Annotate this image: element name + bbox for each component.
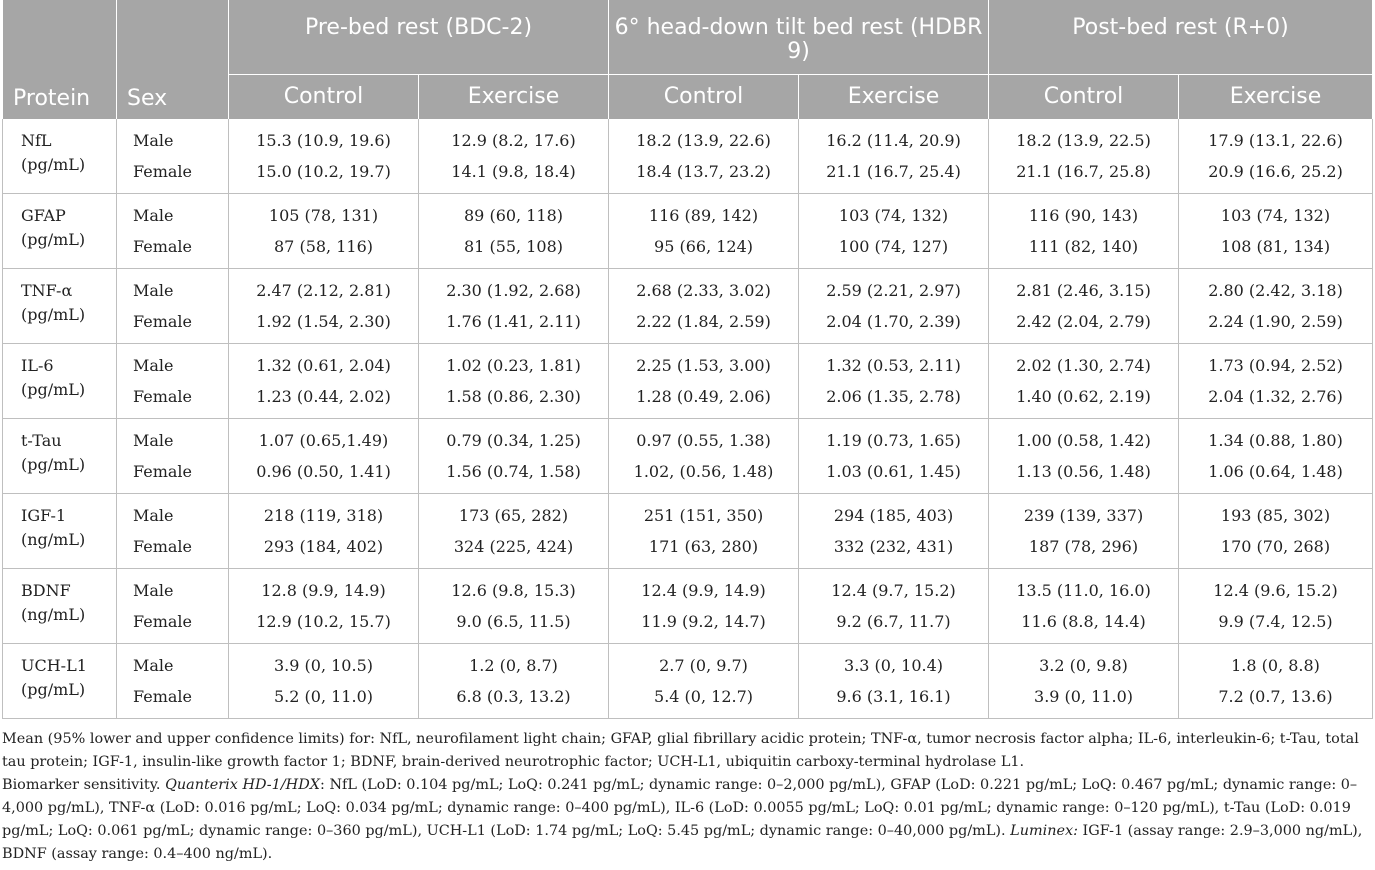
protein-cell-line1: GFAP: [21, 206, 66, 225]
value-cell-line1: 294 (185, 403): [833, 506, 954, 525]
value-cell-line1: 1.32 (0.61, 2.04): [256, 356, 391, 375]
table-row: [3, 119, 1373, 194]
value-cell-line2: 9.9 (7.4, 12.5): [1218, 612, 1333, 631]
value-cell-line2: 1.40 (0.62, 2.19): [1016, 387, 1151, 406]
protein-cell-line1: IGF-1: [21, 506, 67, 525]
protein-cell-line2: (pg/mL): [21, 455, 86, 474]
value-cell-line1: 2.25 (1.53, 3.00): [636, 356, 771, 375]
value-cell: [609, 269, 799, 344]
value-cell: [609, 644, 799, 719]
value-cell: [419, 119, 609, 194]
sex-cell-line2: Female: [133, 312, 192, 331]
table-row: [3, 269, 1373, 344]
sex-cell-line1: Male: [133, 581, 174, 600]
protein-cell-line1: UCH-L1: [21, 656, 87, 675]
sensitivity-luminex-text: IGF-1 (assay range: 2.9–3,000 ng/mL), BDNF (assay range: 0.4–400 ng/mL).: [2, 823, 1363, 862]
value-cell: [419, 344, 609, 419]
protein-cell-line2: (pg/mL): [21, 230, 86, 249]
value-cell-line2: 187 (78, 296): [1028, 537, 1139, 556]
value-cell-line2: 2.06 (1.35, 2.78): [826, 387, 961, 406]
value-cell-line2: 171 (63, 280): [648, 537, 759, 556]
value-cell: [799, 269, 989, 344]
value-cell-line1: 12.6 (9.8, 15.3): [451, 581, 576, 600]
value-cell-line2: 1.28 (0.49, 2.06): [636, 387, 771, 406]
sex-cell-line1: Male: [133, 506, 174, 525]
value-cell-line1: 2.81 (2.46, 3.15): [1016, 281, 1151, 300]
sex-cell-line2: Female: [133, 537, 192, 556]
value-cell-line1: 105 (78, 131): [268, 206, 379, 225]
value-cell-line2: 2.04 (1.32, 2.76): [1208, 387, 1343, 406]
platform-luminex: Luminex:: [1010, 823, 1078, 839]
sex-cell: [117, 569, 229, 644]
protein-cell-line2: (ng/mL): [21, 530, 86, 549]
sex-cell-line1: Male: [133, 131, 174, 150]
sex-cell-line2: Female: [133, 162, 192, 181]
value-cell: [419, 569, 609, 644]
value-cell: [419, 494, 609, 569]
value-cell: [229, 344, 419, 419]
value-cell: [1179, 119, 1373, 194]
table-body: [3, 119, 1373, 719]
table-row: [3, 344, 1373, 419]
value-cell-line2: 95 (66, 124): [654, 237, 754, 256]
sex-cell: [117, 494, 229, 569]
protein-cell-line1: t-Tau: [21, 431, 62, 450]
value-cell-line1: 2.02 (1.30, 2.74): [1016, 356, 1151, 375]
value-cell: [989, 269, 1179, 344]
value-cell: [799, 494, 989, 569]
group-header-pre-bed-rest: Pre-bed rest (BDC-2): [229, 0, 609, 75]
protein-cell-line1: BDNF: [21, 581, 71, 600]
value-cell: [799, 194, 989, 269]
protein-cell: [3, 644, 117, 719]
sensitivity-note: [2, 774, 1372, 866]
platform-quanterix: Quanterix HD-1/HDX: [165, 777, 321, 793]
value-cell-line1: 103 (74, 132): [838, 206, 949, 225]
table-row: [3, 419, 1373, 494]
sex-cell: [117, 419, 229, 494]
value-cell-line1: 3.3 (0, 10.4): [844, 656, 944, 675]
value-cell: [419, 419, 609, 494]
value-cell-line1: 0.97 (0.55, 1.38): [636, 431, 771, 450]
value-cell-line2: 1.23 (0.44, 2.02): [256, 387, 391, 406]
value-cell-line1: 2.68 (2.33, 3.02): [636, 281, 771, 300]
sex-cell-line2: Female: [133, 387, 192, 406]
protein-cell: [3, 419, 117, 494]
value-cell-line2: 20.9 (16.6, 25.2): [1208, 162, 1343, 181]
value-cell-line2: 108 (81, 134): [1220, 237, 1331, 256]
value-cell-line1: 218 (119, 318): [263, 506, 384, 525]
value-cell-line1: 1.34 (0.88, 1.80): [1208, 431, 1343, 450]
value-cell: [229, 269, 419, 344]
value-cell-line2: 81 (55, 108): [464, 237, 563, 256]
value-cell-line1: 239 (139, 337): [1023, 506, 1144, 525]
value-cell-line2: 9.2 (6.7, 11.7): [836, 612, 951, 631]
value-cell: [1179, 269, 1373, 344]
value-cell: [989, 344, 1179, 419]
sensitivity-prefix: Biomarker sensitivity.: [2, 777, 166, 793]
value-cell: [799, 419, 989, 494]
table-container: [2, 0, 1372, 719]
value-cell: [609, 419, 799, 494]
subheader-control: Control: [229, 75, 419, 120]
value-cell: [229, 569, 419, 644]
value-cell: [609, 569, 799, 644]
value-cell-line1: 103 (74, 132): [1220, 206, 1331, 225]
value-cell: [1179, 494, 1373, 569]
value-cell: [799, 569, 989, 644]
value-cell-line1: 13.5 (11.0, 16.0): [1016, 581, 1151, 600]
protein-cell-line2: (pg/mL): [21, 305, 86, 324]
value-cell: [1179, 644, 1373, 719]
value-cell-line1: 1.2 (0, 8.7): [469, 656, 558, 675]
value-cell-line1: 173 (65, 282): [458, 506, 569, 525]
value-cell: [989, 119, 1179, 194]
sex-cell-line1: Male: [133, 281, 174, 300]
table-row: [3, 569, 1373, 644]
value-cell-line2: 15.0 (10.2, 19.7): [256, 162, 391, 181]
value-cell-line2: 111 (82, 140): [1028, 237, 1139, 256]
value-cell-line1: 1.07 (0.65,1.49): [258, 431, 389, 450]
sex-column-header: Sex: [117, 0, 229, 119]
protein-cell-line2: (pg/mL): [21, 680, 86, 699]
value-cell-line1: 2.30 (1.92, 2.68): [446, 281, 581, 300]
value-cell: [1179, 344, 1373, 419]
value-cell-line2: 3.9 (0, 11.0): [1034, 687, 1134, 706]
value-cell-line2: 11.6 (8.8, 14.4): [1021, 612, 1146, 631]
value-cell-line1: 251 (151, 350): [643, 506, 764, 525]
value-cell-line2: 1.13 (0.56, 1.48): [1016, 462, 1151, 481]
subheader-control: Control: [609, 75, 799, 120]
value-cell-line2: 1.58 (0.86, 2.30): [446, 387, 581, 406]
sex-cell-line1: Male: [133, 206, 174, 225]
value-cell-line2: 2.04 (1.70, 2.39): [826, 312, 961, 331]
value-cell-line2: 14.1 (9.8, 18.4): [451, 162, 576, 181]
value-cell: [229, 119, 419, 194]
value-cell-line1: 2.59 (2.21, 2.97): [826, 281, 961, 300]
value-cell: [989, 644, 1179, 719]
value-cell-line1: 3.2 (0, 9.8): [1039, 656, 1128, 675]
value-cell-line2: 1.56 (0.74, 1.58): [446, 462, 581, 481]
subheader-exercise: Exercise: [419, 75, 609, 120]
protein-cell: [3, 494, 117, 569]
value-cell: [989, 494, 1179, 569]
protein-cell: [3, 344, 117, 419]
value-cell-line1: 12.9 (8.2, 17.6): [451, 131, 576, 150]
value-cell: [1179, 194, 1373, 269]
value-cell: [229, 494, 419, 569]
protein-cell: [3, 119, 117, 194]
value-cell-line1: 17.9 (13.1, 22.6): [1208, 131, 1343, 150]
value-cell: [229, 419, 419, 494]
sex-cell: [117, 269, 229, 344]
value-cell-line2: 2.42 (2.04, 2.79): [1016, 312, 1151, 331]
protein-cell-line2: (pg/mL): [21, 155, 86, 174]
sex-cell-line2: Female: [133, 612, 192, 631]
sex-cell: [117, 644, 229, 719]
value-cell-line1: 1.19 (0.73, 1.65): [826, 431, 961, 450]
protein-cell: [3, 269, 117, 344]
value-cell-line2: 332 (232, 431): [833, 537, 954, 556]
value-cell-line1: 12.4 (9.6, 15.2): [1213, 581, 1338, 600]
value-cell: [229, 644, 419, 719]
protein-cell-line1: IL-6: [21, 356, 54, 375]
group-header-hdbr: 6° head-down tilt bed rest (HDBR 9): [609, 0, 989, 75]
value-cell: [1179, 569, 1373, 644]
value-cell-line2: 9.6 (3.1, 16.1): [836, 687, 951, 706]
value-cell: [799, 344, 989, 419]
protein-cell-line1: TNF-α: [21, 281, 73, 300]
value-cell-line2: 21.1 (16.7, 25.4): [826, 162, 961, 181]
value-cell-line2: 12.9 (10.2, 15.7): [256, 612, 391, 631]
value-cell-line2: 18.4 (13.7, 23.2): [636, 162, 771, 181]
value-cell-line1: 15.3 (10.9, 19.6): [256, 131, 391, 150]
protein-cell: [3, 194, 117, 269]
value-cell-line1: 89 (60, 118): [464, 206, 563, 225]
protein-cell-line1: NfL: [21, 131, 52, 150]
value-cell-line2: 5.2 (0, 11.0): [274, 687, 373, 706]
value-cell-line2: 9.0 (6.5, 11.5): [456, 612, 571, 631]
value-cell-line1: 1.00 (0.58, 1.42): [1016, 431, 1151, 450]
value-cell: [609, 494, 799, 569]
value-cell: [419, 269, 609, 344]
value-cell: [609, 344, 799, 419]
value-cell: [989, 569, 1179, 644]
table-row: [3, 494, 1373, 569]
group-header-post-bed-rest: Post-bed rest (R+0): [989, 0, 1373, 75]
sex-cell-line2: Female: [133, 687, 192, 706]
sex-cell: [117, 194, 229, 269]
value-cell-line1: 1.73 (0.94, 2.52): [1208, 356, 1343, 375]
value-cell-line2: 2.22 (1.84, 2.59): [636, 312, 771, 331]
value-cell-line1: 1.02 (0.23, 1.81): [446, 356, 581, 375]
table-footnotes: [2, 728, 1372, 866]
value-cell-line1: 1.8 (0, 8.8): [1231, 656, 1320, 675]
value-cell-line2: 1.06 (0.64, 1.48): [1208, 462, 1343, 481]
value-cell-line2: 1.03 (0.61, 1.45): [826, 462, 961, 481]
sensitivity-quanterix-text: : NfL (LoD: 0.104 pg/mL; LoQ: 0.241 pg/mL; dynamic range: 0–2,000 pg/mL), GFAP (LoD: 0.221 pg/mL; LoQ: 0.467 pg/mL; dynamic range: 0–4,000 pg/mL), TNF-α (LoD: 0.016 pg/mL; LoQ: 0.034 pg/mL; dynamic range: 0–400 pg/mL), IL-6 (LoD: 0.0055 pg/mL; LoQ: 0.01 pg/mL; dynamic range: 0–120 pg/mL), t-Tau (LoD: 0.019 pg/mL; LoQ: 0.061 pg/mL; dynamic range: 0–360 pg/mL), UCH-L1 (LoD: 1.74 pg/mL; LoQ: 5.45 pg/mL; dynamic range: 0–40,000 pg/mL).: [2, 777, 1358, 839]
value-cell: [419, 644, 609, 719]
value-cell-line1: 0.79 (0.34, 1.25): [446, 431, 581, 450]
value-cell: [799, 119, 989, 194]
value-cell-line2: 7.2 (0.7, 13.6): [1218, 687, 1333, 706]
value-cell: [419, 194, 609, 269]
value-cell: [609, 119, 799, 194]
value-cell-line2: 170 (70, 268): [1220, 537, 1331, 556]
value-cell-line2: 6.8 (0.3, 13.2): [456, 687, 571, 706]
value-cell-line2: 1.76 (1.41, 2.11): [446, 312, 581, 331]
protein-cell-line2: (pg/mL): [21, 380, 86, 399]
sex-cell-line2: Female: [133, 237, 192, 256]
value-cell-line1: 18.2 (13.9, 22.5): [1016, 131, 1151, 150]
value-cell-line1: 12.4 (9.9, 14.9): [641, 581, 766, 600]
value-cell: [799, 644, 989, 719]
sex-cell: [117, 119, 229, 194]
value-cell-line2: 21.1 (16.7, 25.8): [1016, 162, 1151, 181]
value-cell-line2: 11.9 (9.2, 14.7): [641, 612, 766, 631]
value-cell-line1: 3.9 (0, 10.5): [274, 656, 373, 675]
value-cell-line2: 293 (184, 402): [263, 537, 384, 556]
value-cell-line1: 1.32 (0.53, 2.11): [826, 356, 961, 375]
value-cell-line2: 100 (74, 127): [838, 237, 949, 256]
value-cell-line1: 193 (85, 302): [1220, 506, 1331, 525]
protein-column-header: Protein: [3, 0, 117, 119]
table-row: [3, 194, 1373, 269]
value-cell-line1: 16.2 (11.4, 20.9): [826, 131, 961, 150]
value-cell-line2: 324 (225, 424): [453, 537, 574, 556]
value-cell: [1179, 419, 1373, 494]
sex-cell: [117, 344, 229, 419]
sex-cell-line1: Male: [133, 656, 174, 675]
value-cell-line1: 18.2 (13.9, 22.6): [636, 131, 771, 150]
protein-cell-line2: (ng/mL): [21, 605, 86, 624]
abbreviations-note: Mean (95% lower and upper confidence limits) for: NfL, neurofilament light chain; GFAP, glial fibrillary acidic protein; TNF-α, tumor necrosis factor alpha; IL-6, interleukin-6; t-Tau, total tau protein; IGF-1, insulin-like growth factor 1; BDNF, brain-derived neurotrophic factor; UCH-L1, ubiquitin carboxy-terminal hydrolase L1.: [2, 731, 1359, 770]
value-cell-line1: 2.47 (2.12, 2.81): [256, 281, 391, 300]
value-cell-line1: 12.4 (9.7, 15.2): [831, 581, 956, 600]
value-cell: [989, 194, 1179, 269]
value-cell: [609, 194, 799, 269]
value-cell-line1: 116 (90, 143): [1028, 206, 1139, 225]
biomarker-table: [2, 0, 1373, 719]
sex-cell-line1: Male: [133, 356, 174, 375]
value-cell-line2: 1.02, (0.56, 1.48): [633, 462, 774, 481]
value-cell-line2: 5.4 (0, 12.7): [654, 687, 754, 706]
value-cell-line1: 12.8 (9.9, 14.9): [261, 581, 386, 600]
protein-cell: [3, 569, 117, 644]
subheader-exercise: Exercise: [799, 75, 989, 120]
value-cell-line2: 87 (58, 116): [274, 237, 373, 256]
value-cell-line2: 1.92 (1.54, 2.30): [256, 312, 391, 331]
subheader-exercise: Exercise: [1179, 75, 1373, 120]
value-cell-line2: 2.24 (1.90, 2.59): [1208, 312, 1343, 331]
table-row: [3, 644, 1373, 719]
value-cell-line1: 2.7 (0, 9.7): [659, 656, 748, 675]
value-cell: [229, 194, 419, 269]
value-cell: [989, 419, 1179, 494]
value-cell-line1: 116 (89, 142): [648, 206, 759, 225]
value-cell-line2: 0.96 (0.50, 1.41): [256, 462, 391, 481]
value-cell-line1: 2.80 (2.42, 3.18): [1208, 281, 1343, 300]
sex-cell-line2: Female: [133, 462, 192, 481]
sex-cell-line1: Male: [133, 431, 174, 450]
subheader-control: Control: [989, 75, 1179, 120]
